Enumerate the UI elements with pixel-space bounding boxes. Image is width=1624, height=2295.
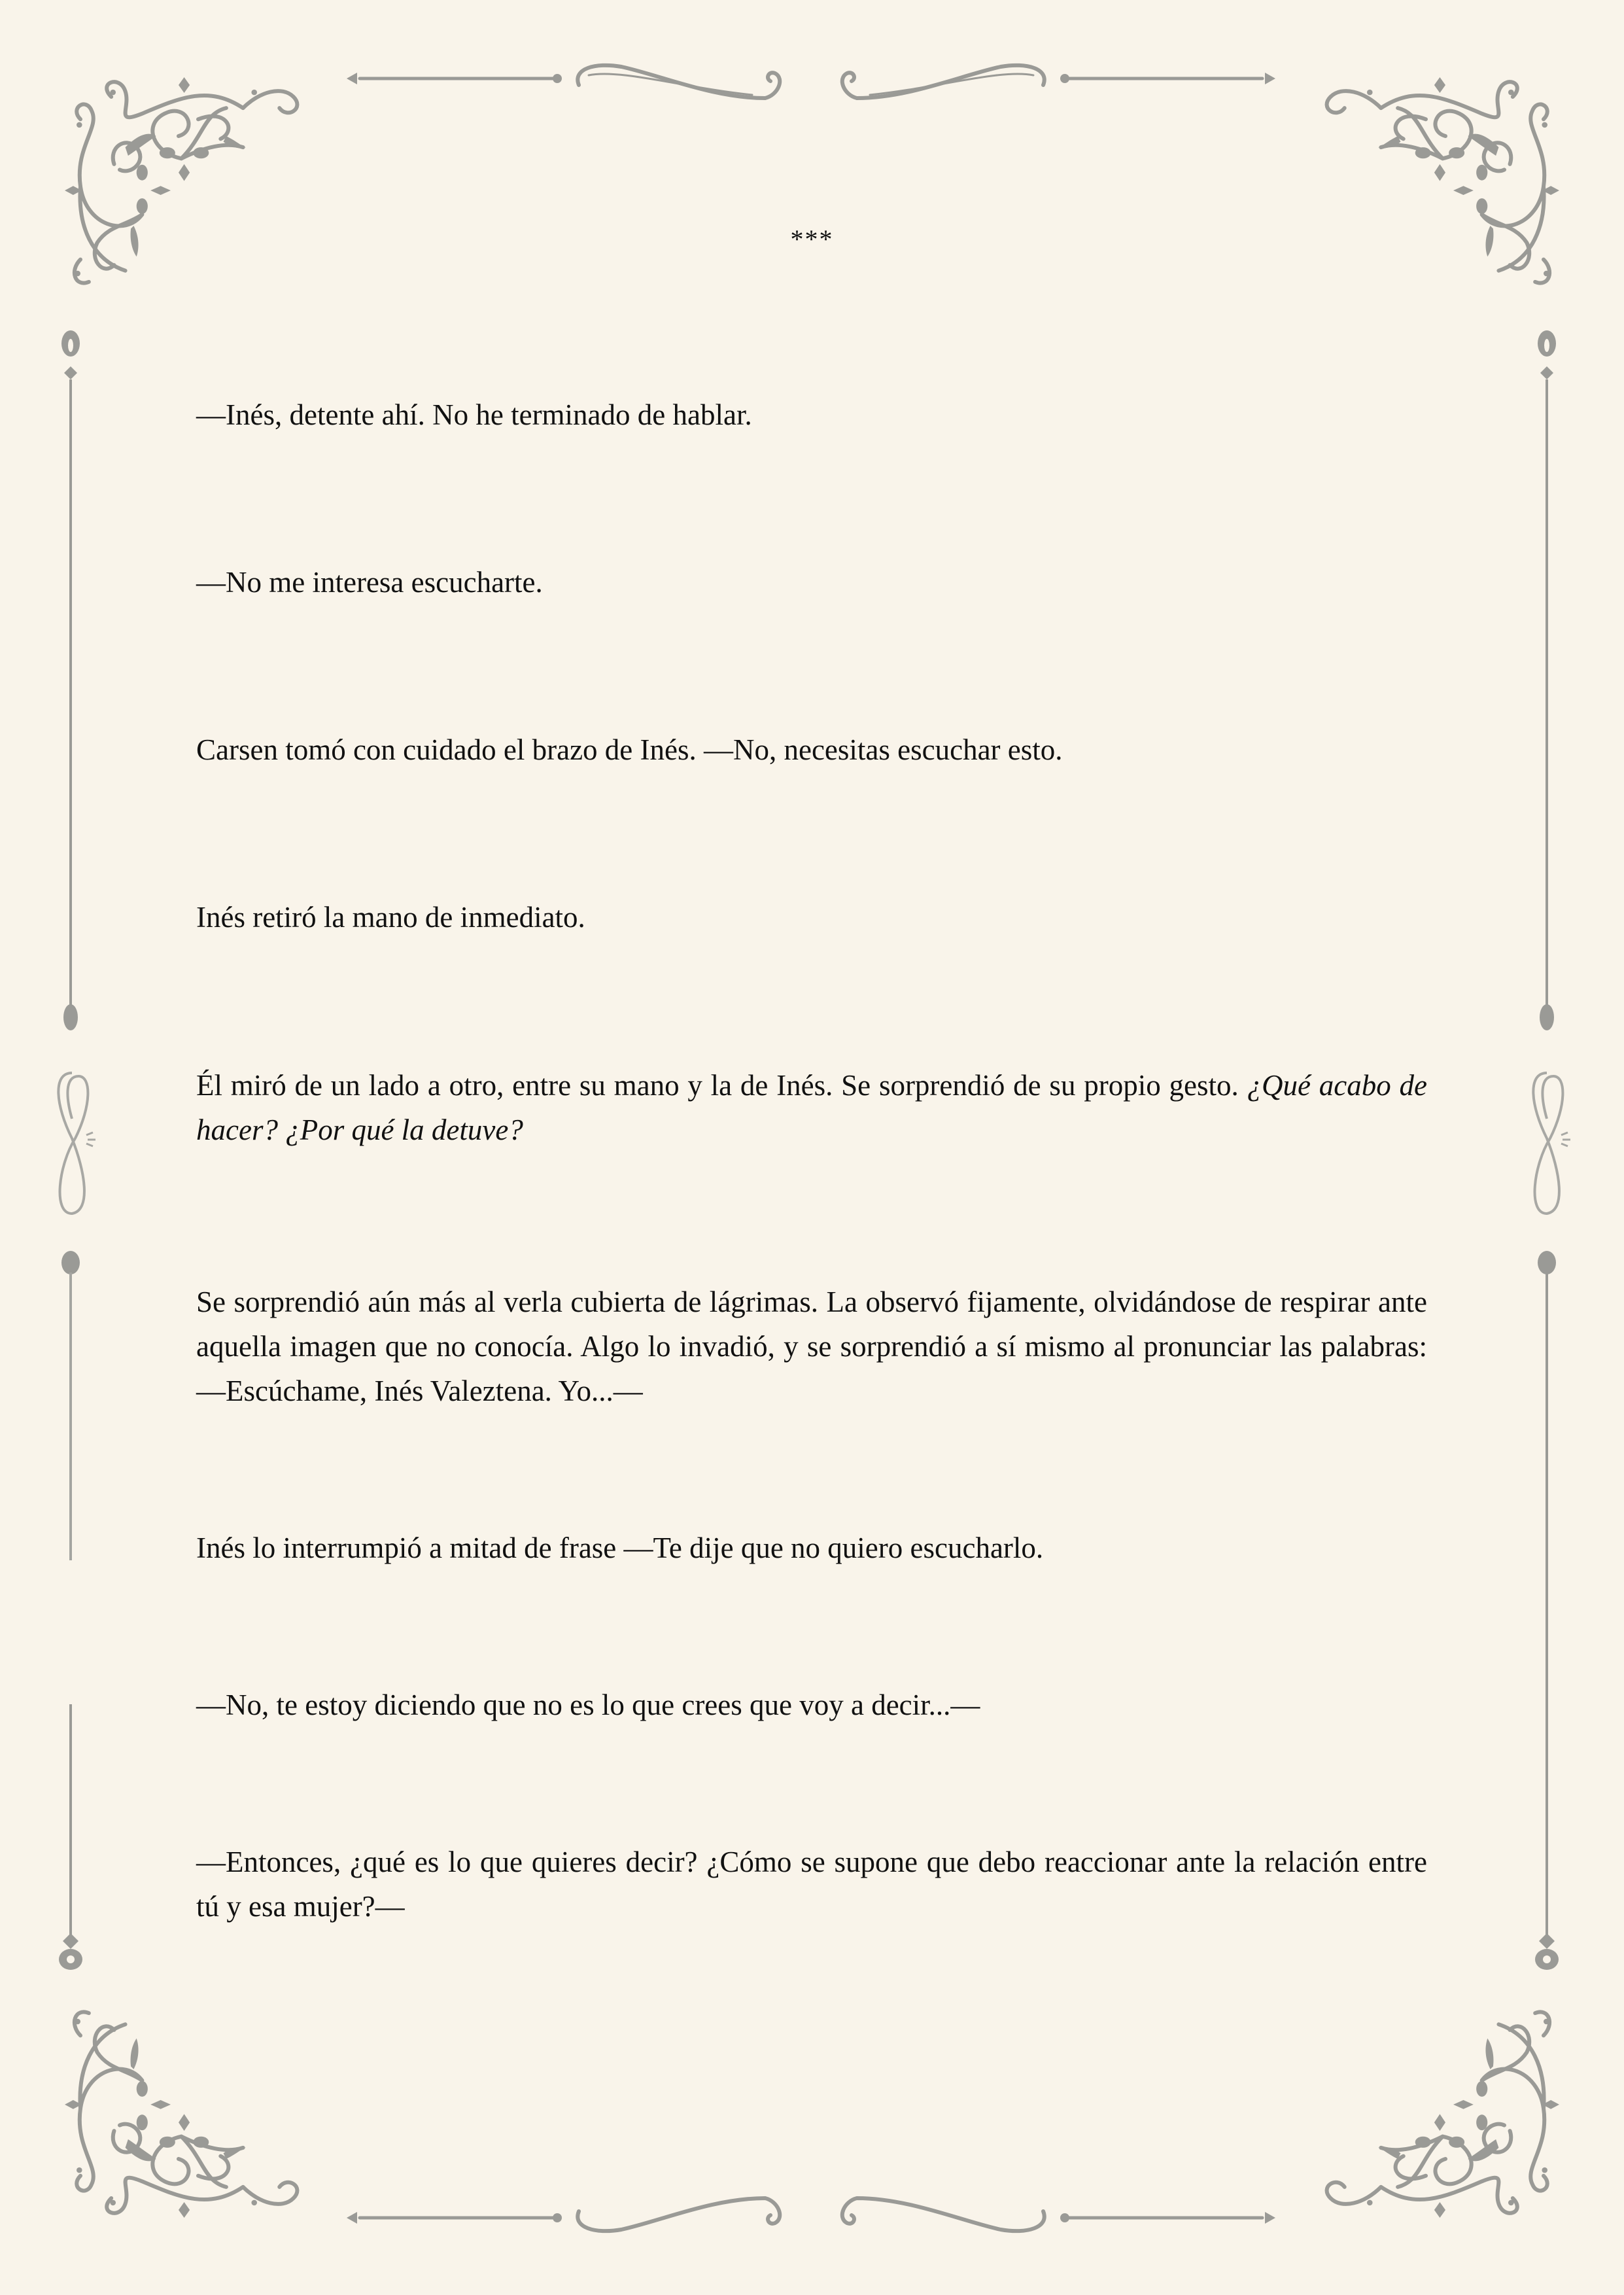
corner-flourish-top-left-icon xyxy=(58,58,300,293)
paragraph-5-text: Él miró de un lado a otro, entre su mano y la de Inés. Se sorprendió de su propio gesto. xyxy=(196,1069,1247,1102)
infinity-knot-right-icon xyxy=(1521,1066,1580,1223)
paragraph-4: Inés retiró la mano de inmediato. xyxy=(196,901,585,934)
paragraph-3: Carsen tomó con cuidado el brazo de Inés. —No, necesitas escuchar esto. xyxy=(196,733,1063,766)
corner-flourish-bottom-right-icon xyxy=(1324,2002,1566,2237)
paragraph-1: —Inés, detente ahí. No he terminado de hablar. xyxy=(196,398,752,431)
scene-separator: *** xyxy=(790,224,834,254)
corner-flourish-bottom-left-icon xyxy=(58,2002,300,2237)
finial-rod-right-lower-icon xyxy=(1534,1246,1560,1972)
paragraph-2: —No me interesa escucharte. xyxy=(196,566,543,599)
infinity-knot-left-icon xyxy=(46,1066,105,1223)
paragraph-5-italic-thought: ¿Qué acabo de hacer? ¿Por qué la detuve? xyxy=(196,1069,1427,1146)
finial-rod-right-upper-icon xyxy=(1534,327,1560,1034)
corner-flourish-top-right-icon xyxy=(1324,58,1566,293)
finial-rod-left-upper-icon xyxy=(58,327,84,1034)
finial-rod-left-lower-icon xyxy=(58,1246,84,1972)
paragraph-8: —No, te estoy diciendo que no es lo que crees que voy a decir...— xyxy=(196,1689,980,1721)
paragraph-9: —Entonces, ¿qué es lo que quieres decir? ¿Cómo se supone que debo reaccionar ante la relación entre tú y esa mujer?— xyxy=(196,1846,1427,1923)
paragraph-5 xyxy=(196,1063,1427,1152)
scroll-divider-top-icon xyxy=(347,59,1275,105)
paragraph-7: Inés lo interrumpió a mitad de frase —Te dije que no quiero escucharlo. xyxy=(196,1532,1044,1564)
scroll-divider-bottom-icon xyxy=(347,2192,1275,2237)
paragraph-6: Se sorprendió aún más al verla cubierta de lágrimas. La observó fijamente, olvidándose de respirar ante aquella imagen que no conocía. Algo lo invadió, y se sorprendió a sí mismo al pronunciar las palabras: —Escúchame, Inés Valeztena. Yo...— xyxy=(196,1286,1427,1407)
